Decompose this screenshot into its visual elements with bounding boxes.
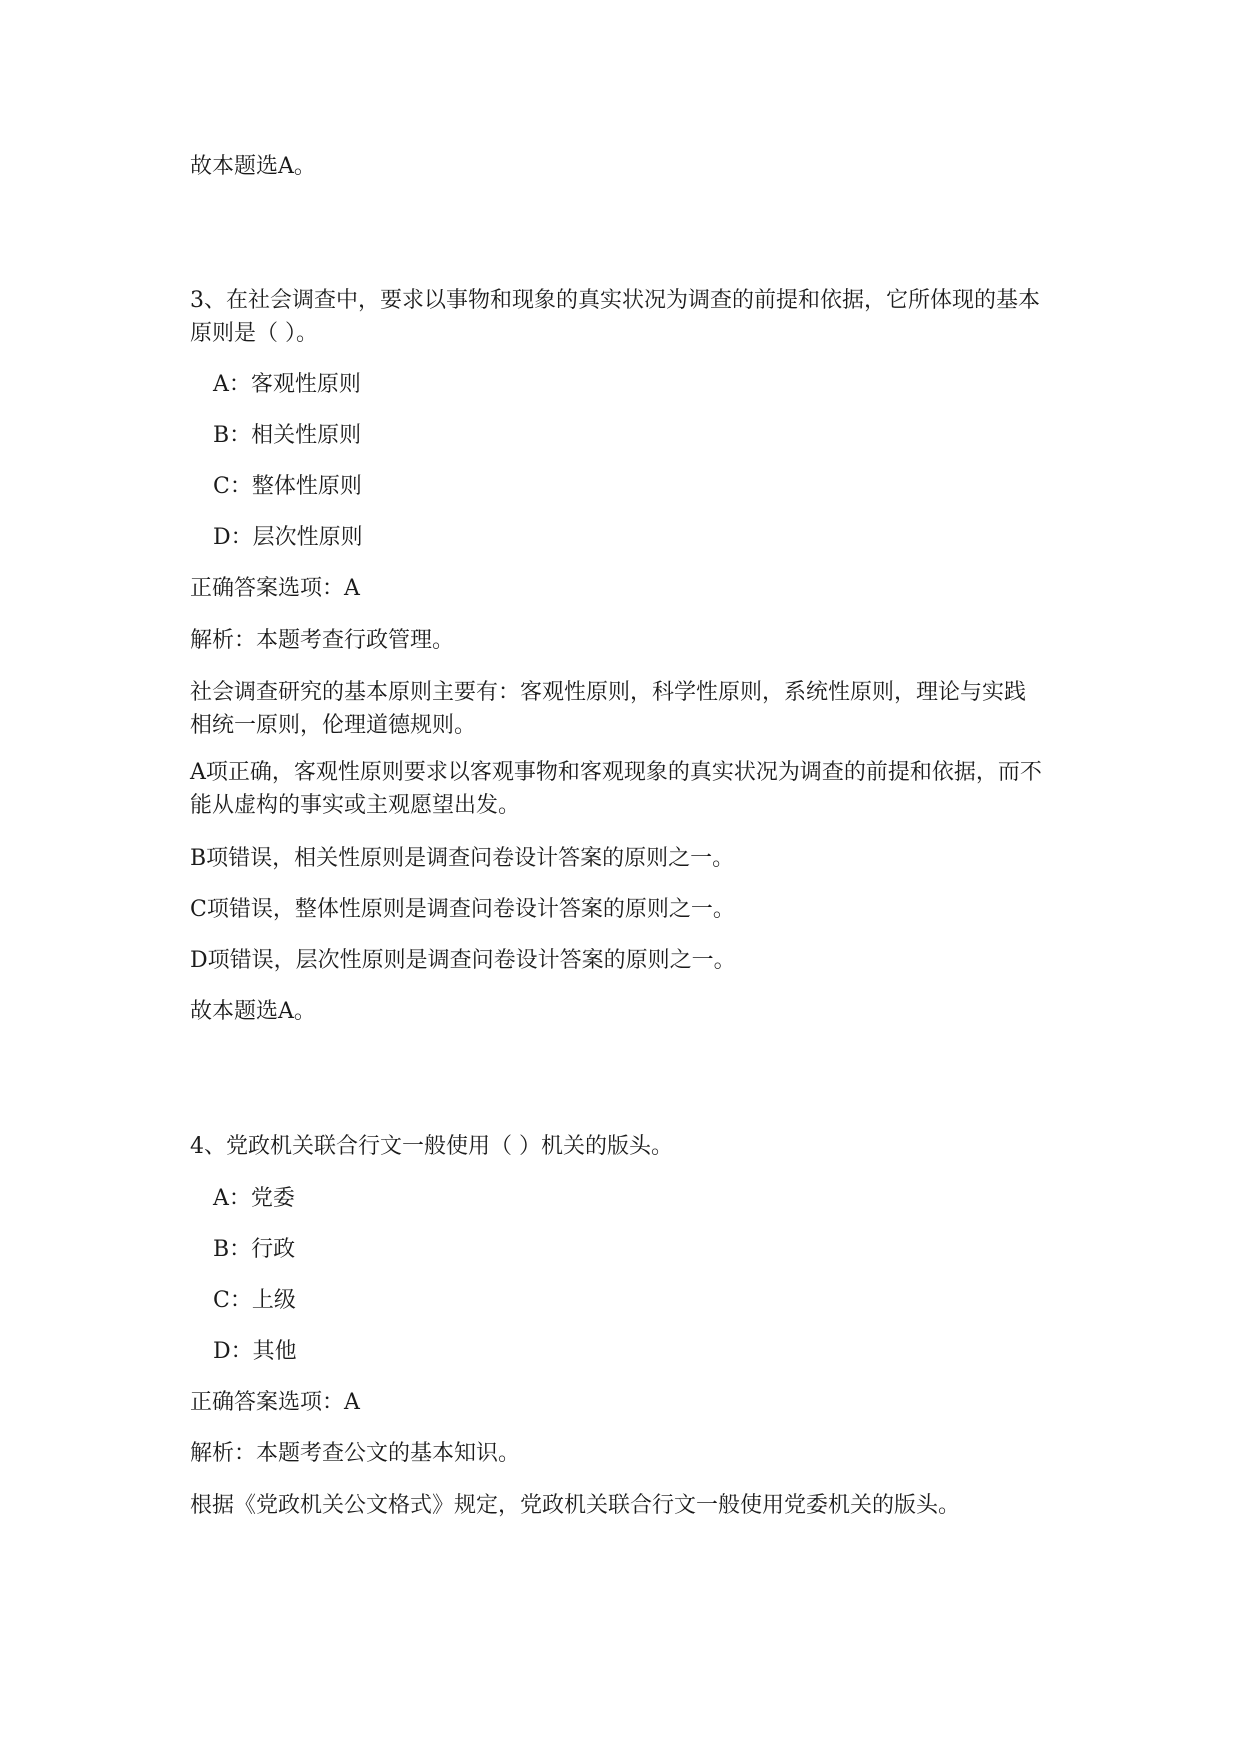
q3-conclusion: 故本题选A。: [190, 999, 316, 1024]
q3-option-a: A：客观性原则: [213, 372, 361, 397]
q3-explanation-2: A项正确，客观性原则要求以客观事物和客观现象的真实状况为调查的前提和依据，而不能从虚构的事实或主观愿望出发。: [190, 760, 1042, 818]
q3-option-c: C：整体性原则: [213, 474, 362, 499]
q4-option-b: B：行政: [213, 1237, 296, 1262]
q4-answer: 正确答案选项：A: [190, 1390, 360, 1415]
q3-answer: 正确答案选项：A: [190, 576, 360, 601]
q3-stem: 3、在社会调查中，要求以事物和现象的真实状况为调查的前提和依据，它所体现的基本原则是（ ）。: [190, 288, 1040, 346]
q4-option-d: D：其他: [213, 1339, 297, 1364]
prev-conclusion: 故本题选A。: [190, 154, 316, 179]
q4-explanation: 根据《党政机关公文格式》规定，党政机关联合行文一般使用党委机关的版头。: [190, 1493, 961, 1518]
q4-option-c: C：上级: [213, 1288, 296, 1313]
q4-analysis: 解析：本题考查公文的基本知识。: [190, 1441, 521, 1466]
q3-option-b: B：相关性原则: [213, 423, 362, 448]
q3-option-d: D：层次性原则: [213, 525, 363, 550]
q3-explanation-3: B项错误，相关性原则是调查问卷设计答案的原则之一。: [190, 846, 735, 871]
q3-explanation-4: C项错误，整体性原则是调查问卷设计答案的原则之一。: [190, 897, 735, 922]
q4-stem: 4、党政机关联合行文一般使用（ ）机关的版头。: [190, 1134, 673, 1159]
q4-option-a: A：党委: [213, 1186, 295, 1211]
q3-explanation-5: D项错误，层次性原则是调查问卷设计答案的原则之一。: [190, 948, 736, 973]
q3-analysis: 解析：本题考查行政管理。: [190, 628, 455, 653]
q3-explanation-1: 社会调查研究的基本原则主要有：客观性原则，科学性原则，系统性原则，理论与实践相统一原则，伦理道德规则。: [190, 680, 1027, 738]
